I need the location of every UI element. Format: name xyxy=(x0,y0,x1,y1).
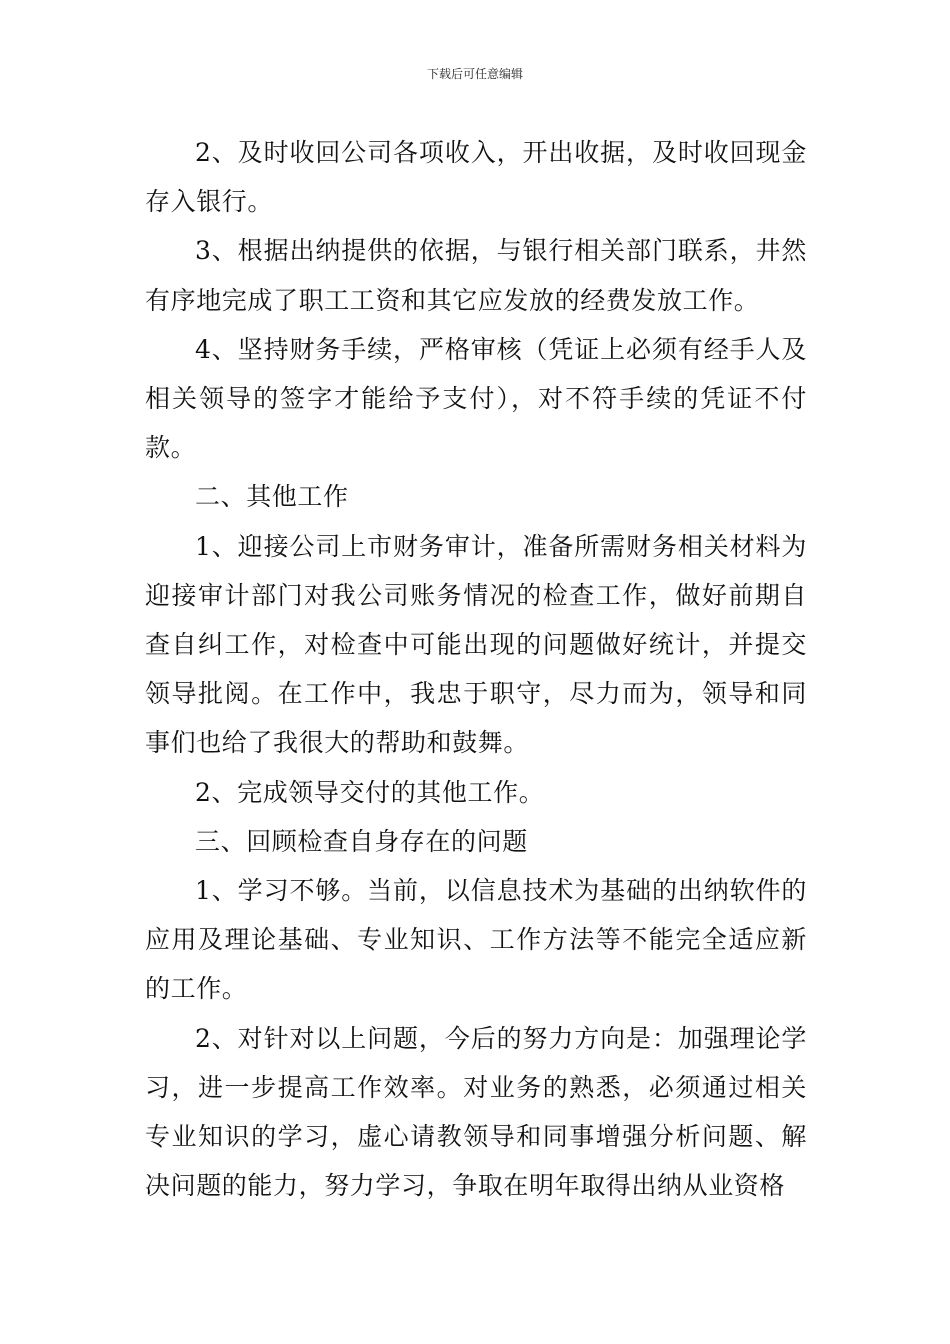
section-heading-self-review: 三、回顾检查自身存在的问题 xyxy=(195,826,528,856)
paragraph-salary-payment: 3、根据出纳提供的依据，与银行相关部门联系，井然有序地完成了职工工资和其它应发放的经费发放工作。 xyxy=(145,236,807,315)
paragraph-financial-procedures: 4、坚持财务手续，严格审核（凭证上必须有经手人及相关领导的签字才能给予支付），对不符手续的凭证不付款。 xyxy=(145,334,807,463)
page-header: 下载后可任意编辑 xyxy=(426,67,523,81)
document-body xyxy=(145,128,807,1210)
paragraph-insufficient-study: 1、学习不够。当前，以信息技术为基础的出纳软件的应用及理论基础、专业知识、工作方法等不能完全适应新的工作。 xyxy=(145,876,807,1004)
paragraph-collection-deposit: 2、及时收回公司各项收入，开出收据，及时收回现金存入银行。 xyxy=(145,138,807,217)
paragraph-improvement-direction: 2、对针对以上问题，今后的努力方向是：加强理论学习，进一步提高工作效率。对业务的熟悉，必须通过相关专业知识的学习，虚心请教领导和同事增强分析问题、解决问题的能力，努力学习，争取在明年取得出纳从业资格 xyxy=(145,1023,807,1201)
section-heading-other-work: 二、其他工作 xyxy=(195,482,349,512)
paragraph-other-tasks: 2、完成领导交付的其他工作。 xyxy=(195,777,545,807)
paragraph-audit-preparation: 1、迎接公司上市财务审计，准备所需财务相关材料为迎接审计部门对我公司账务情况的检查工作，做好前期自查自纠工作，对检查中可能出现的问题做好统计，并提交领导批阅。在工作中，我忠于职守，尽力而为，领导和同事们也给了我很大的帮助和鼓舞。 xyxy=(145,531,807,758)
